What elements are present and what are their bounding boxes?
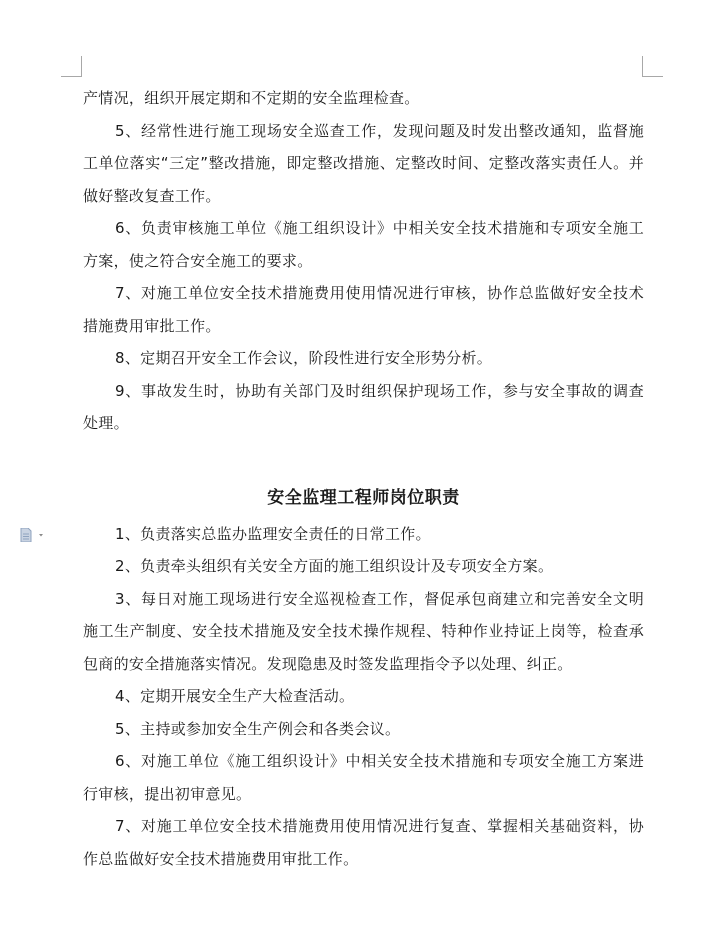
crop-mark-top-left [61,56,82,77]
duty-item-4: 4、定期开展安全生产大检查活动。 [115,687,355,705]
section-spacer [83,440,644,482]
duty-item-3: 3、每日对施工现场进行安全巡视检查工作，督促承包商建立和完善安全文明施工生产制度、安全技术措施及安全技术操作规程、特种作业持证上岗等，检查承包商的安全措施落实情况。发现隐患及时签发监理指令予以处理、纠正。 [83,589,644,673]
duty-item-2: 2、负责牵头组织有关安全方面的施工组织设计及专项安全方案。 [115,557,554,575]
paragraph-item-5: 5、经常性进行施工现场安全巡查工作，发现问题及时发出整改通知，监督施工单位落实“三定”整改措施，即定整改措施、定整改时间、定整改落实责任人。并做好整改复查工作。 [83,121,644,205]
paragraph-continuation: 产情况，组织开展定期和不定期的安全监理检查。 [83,89,420,107]
document-icon[interactable] [20,527,48,541]
paragraph-item-8: 8、定期召开安全工作会议，阶段性进行安全形势分析。 [115,349,493,367]
duty-item-7: 7、对施工单位安全技术措施费用使用情况进行复查、掌握相关基础资料，协作总监做好安全技术措施费用审批工作。 [83,817,644,868]
crop-mark-top-right [642,56,663,77]
paragraph-item-9: 9、事故发生时，协助有关部门及时组织保护现场工作，参与安全事故的调查处理。 [83,381,644,432]
duty-item-1: 1、负责落实总监办监理安全责任的日常工作。 [115,524,431,543]
document-page [83,82,644,875]
section-heading: 安全监理工程师岗位职责 [267,487,460,508]
duty-item-6: 6、对施工单位《施工组织设计》中相关安全技术措施和专项安全施工方案进行审核，提出初审意见。 [83,752,644,803]
duty-item-5: 5、主持或参加安全生产例会和各类会议。 [115,719,401,738]
paragraph-item-7: 7、对施工单位安全技术措施费用使用情况进行审核，协作总监做好安全技术措施费用审批工作。 [83,284,644,335]
paragraph-item-6: 6、负责审核施工单位《施工组织设计》中相关安全技术措施和专项安全施工方案，使之符合安全施工的要求。 [83,219,644,270]
